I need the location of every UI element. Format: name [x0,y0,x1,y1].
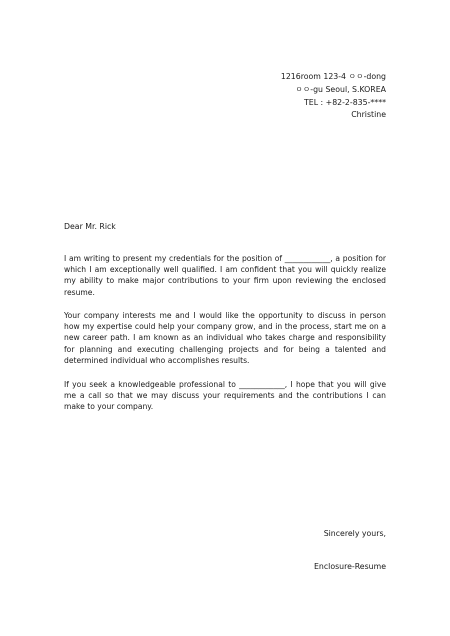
enclosure-note: Enclosure-Resume [314,562,386,571]
body-paragraph-1: I am writing to present my credentials for the position of ____________, a position for which I am exceptionally well qualified. I am confident that you will quickly realize my ability to make major contributions to your firm upon reviewing the enclosed resume. [64,254,386,297]
address-line-city: ㅇㅇ-gu Seoul, S.KOREA [295,84,386,94]
address-line-phone: TEL : +82-2-835-**** [304,97,386,107]
salutation: Dear Mr. Rick [64,222,116,231]
sender-name: Christine [351,110,386,120]
sender-address-block [281,71,386,122]
body-paragraph-2: Your company interests me and I would like the opportunity to discuss in person how my expertise could help your company grow, and in the process, start me on a new career path. I am known as an individual who takes charge and responsibility for planning and executing challenging projects and for being a talented and determined individual who accomplishes results. [64,311,386,365]
closing-phrase: Sincerely yours, [323,529,386,538]
address-line-room: 1216room 123-4 ㅇㅇ-dong [280,72,386,81]
body-paragraph-3: If you seek a knowledgeable professional to ____________, I hope that you will give me a call so that we may discuss your requirements and the contributions I can make to your company. [64,380,386,412]
